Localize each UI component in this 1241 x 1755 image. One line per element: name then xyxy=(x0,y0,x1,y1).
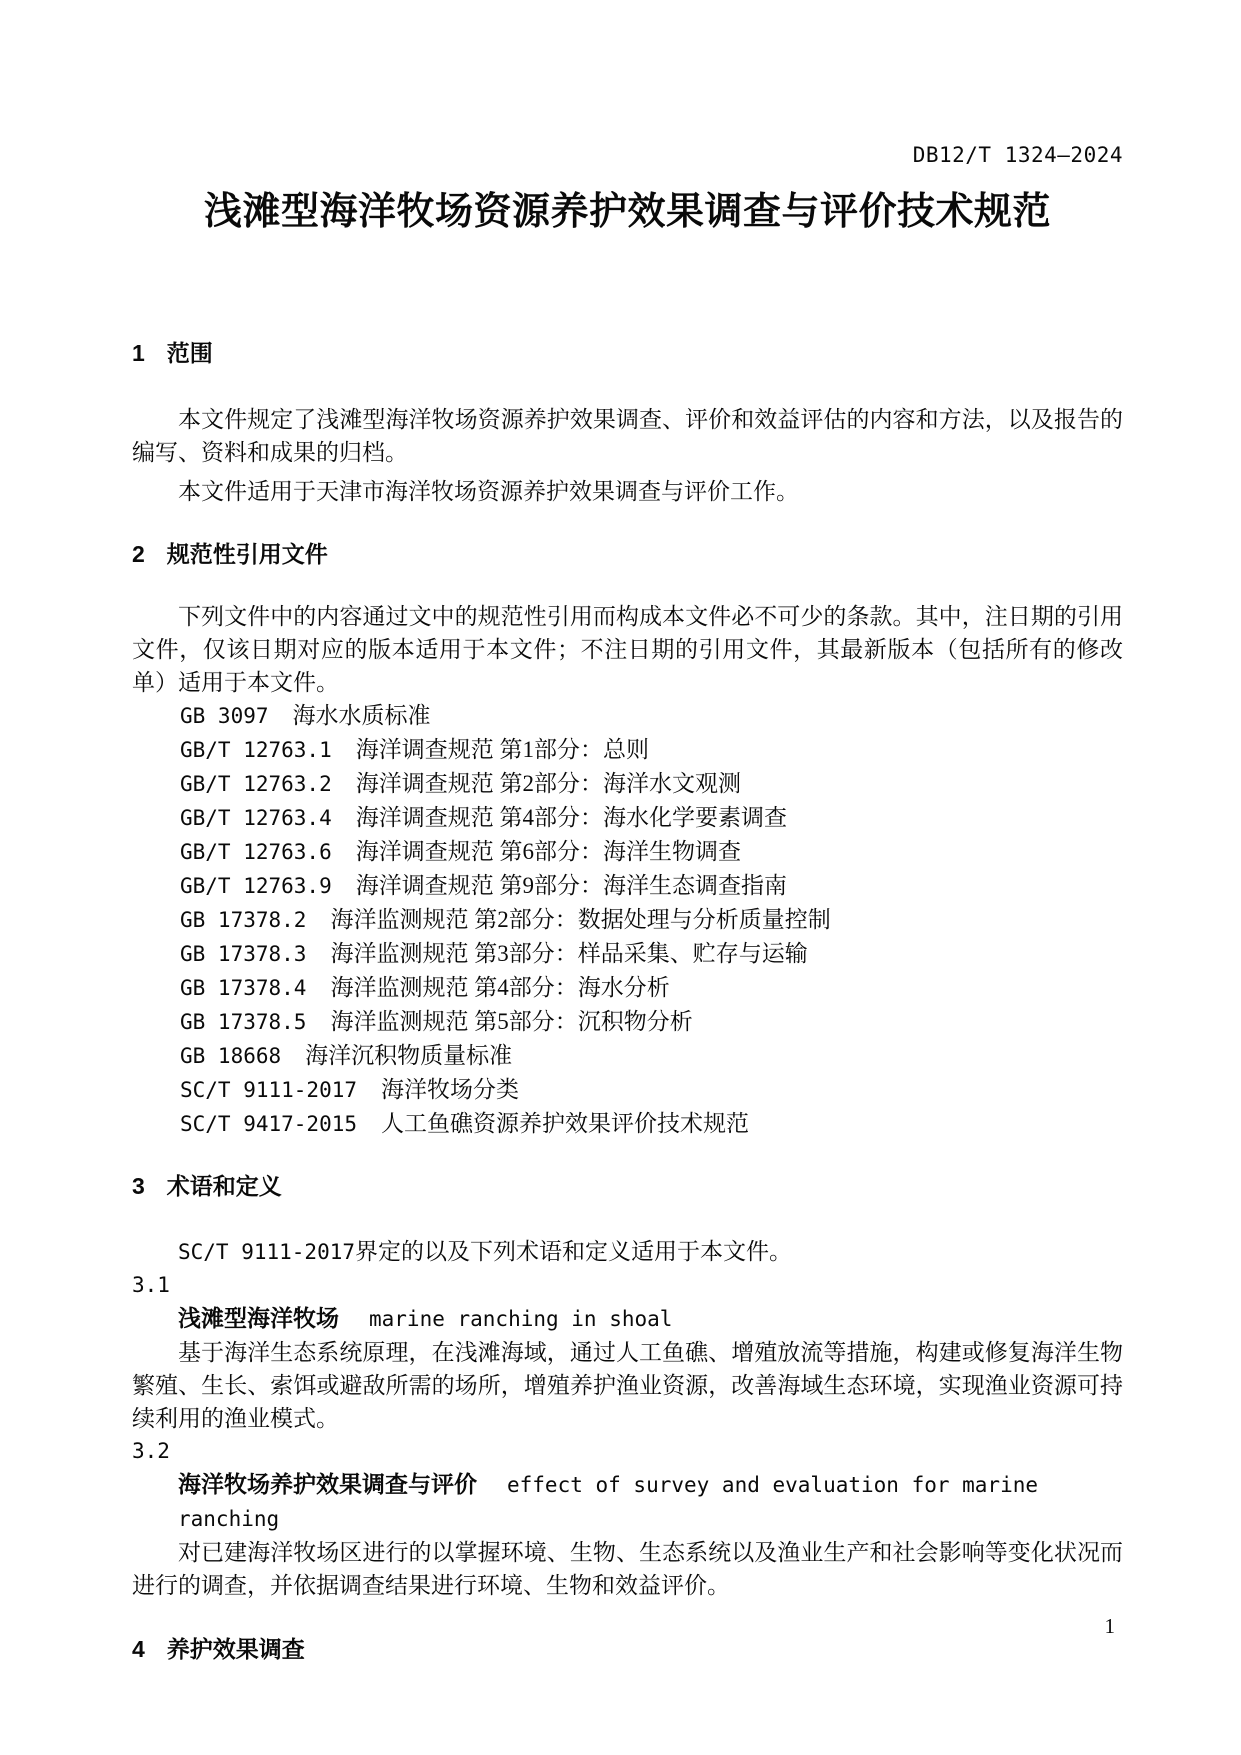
reference-title: 海洋调查规范 第4部分：海水化学要素调查 xyxy=(355,805,787,830)
reference-item xyxy=(132,937,1123,971)
section-number: 3 xyxy=(132,1173,145,1199)
terms-list xyxy=(132,1269,1123,1602)
section-title: 术语和定义 xyxy=(166,1173,282,1199)
reference-title: 海洋监测规范 第4部分：海水分析 xyxy=(330,975,670,1000)
reference-title: 海洋调查规范 第9部分：海洋生态调查指南 xyxy=(355,873,787,898)
reference-item xyxy=(132,903,1123,937)
reference-title: 海洋沉积物质量标准 xyxy=(305,1043,513,1068)
reference-title: 海洋调查规范 第6部分：海洋生物调查 xyxy=(355,839,741,864)
reference-item xyxy=(132,801,1123,835)
reference-code: SC/T 9417-2015 xyxy=(180,1112,358,1136)
term-name-line xyxy=(132,1302,1123,1336)
reference-title: 海洋监测规范 第3部分：样品采集、贮存与运输 xyxy=(330,941,808,966)
reference-code: GB 18668 xyxy=(180,1044,282,1068)
reference-item xyxy=(132,699,1123,733)
term-number: 3.2 xyxy=(132,1439,170,1463)
reference-code: GB/T 12763.9 xyxy=(180,874,332,898)
reference-code: GB/T 12763.1 xyxy=(180,738,332,762)
reference-title: 海洋调查规范 第1部分：总则 xyxy=(355,737,649,762)
term-definition: 基于海洋生态系统原理，在浅滩海域，通过人工鱼礁、增殖放流等措施，构建或修复海洋生物繁殖、生长、索饵或避敌所需的场所，增殖养护渔业资源，改善海域生态环境，实现渔业资源可持续利用的渔业模式。 xyxy=(132,1340,1123,1431)
reference-item xyxy=(132,1107,1123,1141)
reference-item xyxy=(132,971,1123,1005)
doc-number: DB12/T 1324—2024 xyxy=(912,143,1123,167)
page-number: 1 xyxy=(1104,1614,1115,1638)
reference-title: 海水水质标准 xyxy=(292,703,431,728)
reference-item xyxy=(132,869,1123,903)
section-heading-4 xyxy=(132,1633,1123,1666)
term-name: 海洋牧场养护效果调查与评价 xyxy=(178,1471,477,1497)
reference-code: GB 17378.2 xyxy=(180,908,307,932)
paragraph-scope-1: 本文件规定了浅滩型海洋牧场资源养护效果调查、评价和效益评估的内容和方法，以及报告的编写、资料和成果的归档。 xyxy=(132,407,1123,465)
document-title: 浅滩型海洋牧场资源养护效果调查与评价技术规范 xyxy=(203,191,1051,233)
reference-item xyxy=(132,733,1123,767)
reference-code: GB/T 12763.4 xyxy=(180,806,332,830)
section-title: 规范性引用文件 xyxy=(166,541,328,567)
reference-code: GB 17378.5 xyxy=(180,1010,307,1034)
term-name-line xyxy=(132,1468,1123,1536)
reference-item xyxy=(132,1039,1123,1073)
term-block xyxy=(132,1269,1123,1435)
reference-title: 海洋监测规范 第5部分：沉积物分析 xyxy=(330,1009,693,1034)
document-body xyxy=(132,337,1123,1666)
reference-item xyxy=(132,767,1123,801)
reference-code: GB 17378.4 xyxy=(180,976,307,1000)
term-number: 3.1 xyxy=(132,1273,170,1297)
section-number: 4 xyxy=(132,1636,145,1662)
term-name-en: marine ranching in shoal xyxy=(369,1307,673,1331)
section-number: 1 xyxy=(132,340,145,366)
reference-title: 海洋监测规范 第2部分：数据处理与分析质量控制 xyxy=(330,907,831,932)
term-definition: 对已建海洋牧场区进行的以掌握环境、生物、生态系统以及渔业生产和社会影响等变化状况而进行的调查，并依据调查结果进行环境、生物和效益评价。 xyxy=(132,1540,1123,1598)
reference-code: GB 3097 xyxy=(180,704,269,728)
reference-item xyxy=(132,1005,1123,1039)
reference-code: GB/T 12763.6 xyxy=(180,840,332,864)
reference-title: 海洋调查规范 第2部分：海洋水文观测 xyxy=(355,771,741,796)
section-heading-3 xyxy=(132,1170,1123,1203)
reference-item xyxy=(132,835,1123,869)
paragraph-terms-intro xyxy=(132,1235,1123,1269)
references-list xyxy=(132,699,1123,1141)
reference-item xyxy=(132,1073,1123,1107)
section-heading-1 xyxy=(132,337,1123,370)
term-name-en: effect of survey and evaluation for marine ranching xyxy=(178,1473,1039,1531)
terms-intro-code: SC/T 9111-2017 xyxy=(178,1240,356,1264)
reference-title: 人工鱼礁资源养护效果评价技术规范 xyxy=(381,1111,750,1136)
reference-code: GB/T 12763.2 xyxy=(180,772,332,796)
section-number: 2 xyxy=(132,541,145,567)
reference-title: 海洋牧场分类 xyxy=(381,1077,520,1102)
section-title: 范围 xyxy=(166,340,213,366)
terms-intro-text: 界定的以及下列术语和定义适用于本文件。 xyxy=(355,1239,793,1264)
paragraph-references-intro: 下列文件中的内容通过文中的规范性引用而构成本文件必不可少的条款。其中，注日期的引用文件，仅该日期对应的版本适用于本文件；不注日期的引用文件，其最新版本（包括所有的修改单）适用于本文件。 xyxy=(132,604,1123,695)
reference-code: SC/T 9111-2017 xyxy=(180,1078,358,1102)
paragraph-scope-2: 本文件适用于天津市海洋牧场资源养护效果调查与评价工作。 xyxy=(178,479,799,504)
reference-code: GB 17378.3 xyxy=(180,942,307,966)
section-title: 养护效果调查 xyxy=(166,1636,305,1662)
term-block xyxy=(132,1435,1123,1602)
term-name: 浅滩型海洋牧场 xyxy=(178,1305,339,1331)
section-heading-2 xyxy=(132,538,1123,571)
